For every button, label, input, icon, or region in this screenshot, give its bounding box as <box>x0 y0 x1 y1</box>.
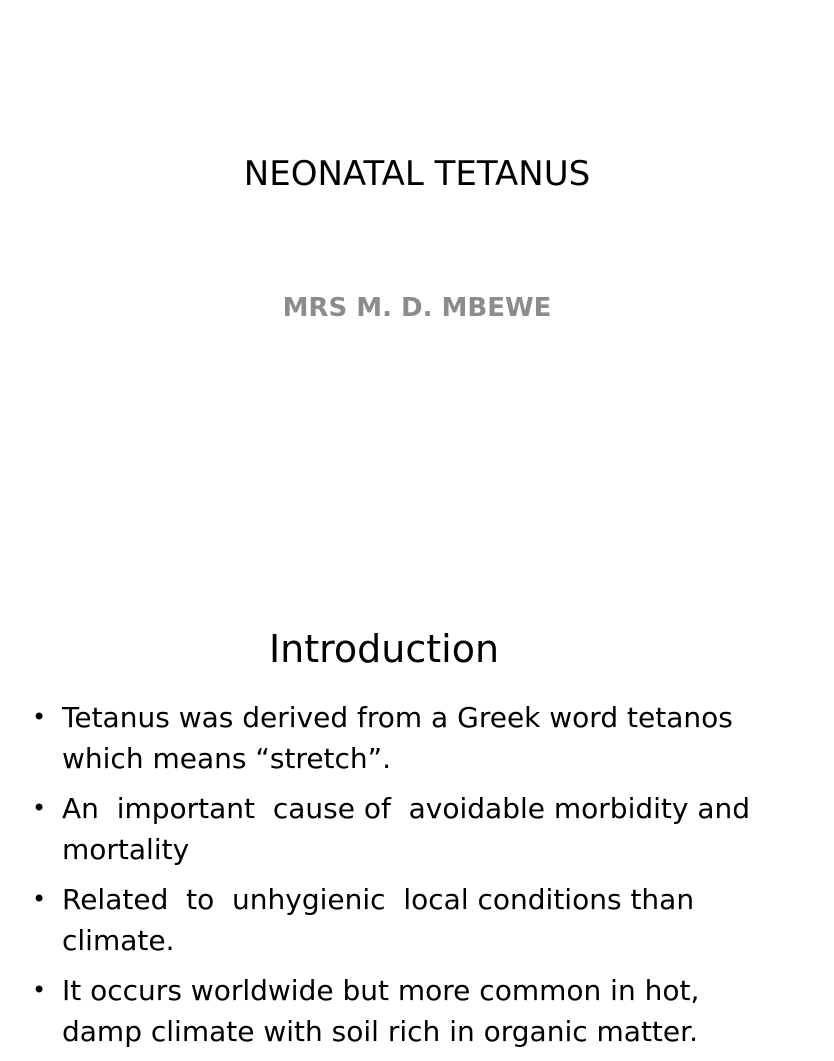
bullet-icon: • <box>32 885 47 913</box>
bullet-text: It occurs worldwide but more common in hot, damp climate with soil rich in organic matter. <box>62 974 709 1048</box>
bullet-item <box>30 697 758 779</box>
bullet-item <box>30 788 758 870</box>
bullet-list <box>30 697 758 1061</box>
bullet-text: Related to unhygienic local conditions than climate. <box>62 883 703 957</box>
bullet-icon: • <box>32 794 47 822</box>
bullet-icon: • <box>32 703 47 731</box>
slide-heading: Introduction <box>268 627 500 671</box>
bullet-text: Tetanus was derived from a Greek word tetanos which means “stretch”. <box>62 701 742 775</box>
slide-title: NEONATAL TETANUS <box>243 154 591 194</box>
bullet-icon: • <box>32 976 47 1004</box>
presenter-name: MRS M. D. MBEWE <box>282 293 552 323</box>
title-slide <box>0 0 768 576</box>
introduction-slide <box>0 576 768 1048</box>
bullet-text: An important cause of avoidable morbidity and mortality <box>62 792 759 866</box>
bullet-item <box>30 970 758 1052</box>
bullet-item <box>30 879 758 961</box>
